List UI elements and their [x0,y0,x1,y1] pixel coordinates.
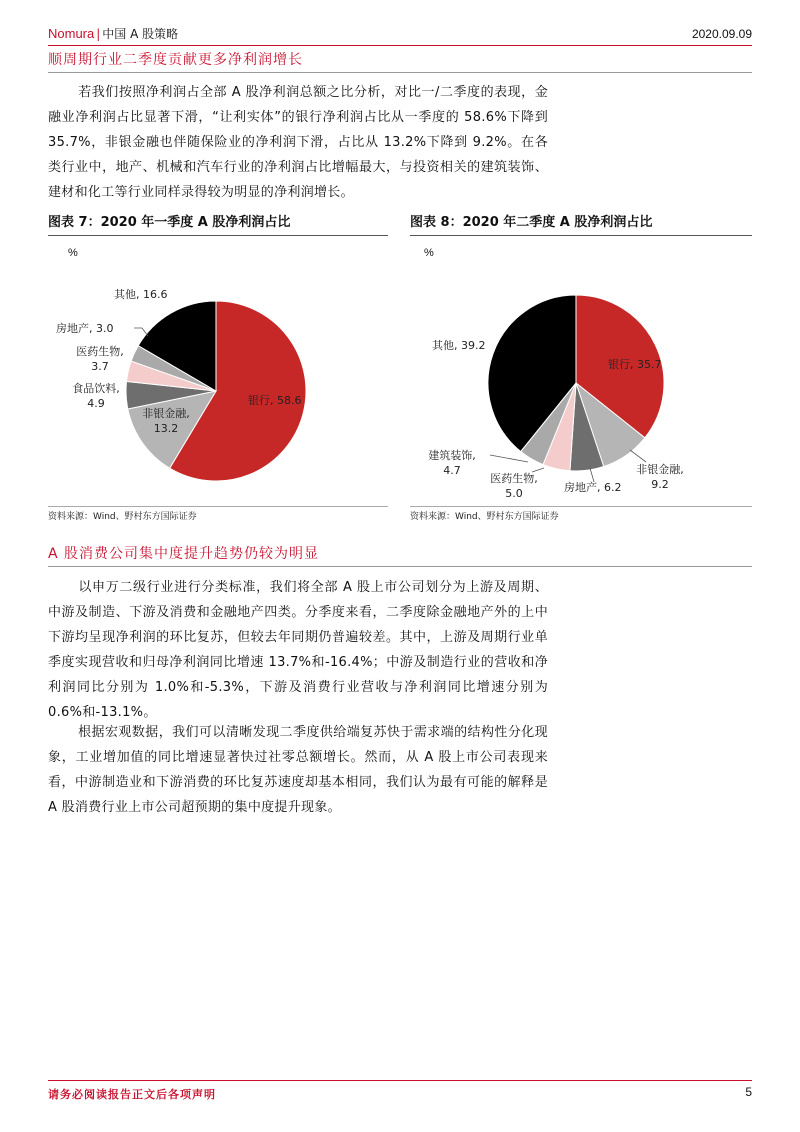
slice-value-2: 4.9 [87,397,105,410]
slice-label-0: 银行, 58.6 [248,394,302,407]
slice-label-1: 非银金融, [636,463,684,476]
slice-label-2: 食品饮料, [72,382,120,395]
paragraph-1-text: 若我们按照净利润占全部 A 股净利润总额之比分析，对比一/二季度的表现，金融业净利润占比显著下滑，“让利实体”的银行净利润占比从一季度的 58.6%下降到 35.7%，非银金融也伴随保险业的净利润下滑，占比从 13.2%下降到 9.2%。在各类行业中，地产、机械和汽车行业的净利润占比增幅最大，与投资相关的建筑装饰、建材和化工等行业同样录得较为明显的净利润增长。 [48,85,548,200]
slice-value-1: 13.2 [153,422,179,435]
figure8-unit: % [424,247,434,259]
paragraph-3-text: 根据宏观数据，我们可以清晰发现二季度供给端复苏快于需求端的结构性分化现象，工业增加值的同比增速显著快过社零总额增长。然而，从 A 股上市公司表现来看，中游制造业和下游消费的环比复苏速度却基本相同，我们认为最有可能的解释是 A 股消费行业上市公司超预期的集中度提升现象。 [48,725,548,815]
figure8-source: 资料来源：Wind、野村东方国际证券 [410,512,559,522]
leader-line-1 [630,450,646,462]
figure8-bottom-rule [410,506,752,507]
slice-value-4: 4.7 [443,464,461,477]
header-divider [48,45,752,46]
slice-value-1: 9.2 [651,478,669,491]
figure7-bottom-rule [48,506,388,507]
slice-label-5: 其他, 39.2 [432,339,486,352]
figure8-title: 图表 8：2020 年二季度 A 股净利润占比 [410,215,653,230]
report-date: 2020.09.09 [691,27,752,41]
nomura-logo: Nomura [48,26,95,41]
figure8-top-rule [410,235,752,236]
brand-separator: | [96,27,101,41]
paragraph-2-text: 以申万二级行业进行分类标准，我们将全部 A 股上市公司划分为上游及周期、中游及制造、下游及消费和金融地产四类。分季度来看，二季度除金融地产外的上中下游均呈现净利润的环比复苏，但较去年同期仍普遍较差。其中，上游及周期行业单季度实现营收和归母净利润同比增速 13.7%和-16.4%；中游及制造行业的营收和净利润同比分别为 1.0%和-5.3%，下游及消费行业营收与净利润同比增速分别为 0.6%和-13.1%。 [48,580,548,720]
leader-line-4 [490,455,528,462]
figure7-source: 资料来源：Wind、野村东方国际证券 [48,512,197,522]
footer-disclaimer: 请务必阅读报告正文后各项声明 [48,1088,216,1101]
section-divider-1 [48,72,752,73]
footer-divider [48,1080,752,1081]
slice-value-3: 3.7 [91,360,109,373]
section-title-1: 顺周期行业二季度贡献更多净利润增长 [48,52,303,68]
leader-line-2 [590,468,594,482]
section-title-2: A 股消费公司集中度提升趋势仍较为明显 [48,546,320,562]
page-header [48,26,752,44]
paragraph-3 [48,720,548,820]
figure7-unit: % [68,247,78,259]
section-divider-2 [48,566,752,567]
brand [48,26,178,42]
slice-label-4: 房地产, 3.0 [56,322,114,335]
slice-label-3: 医药生物, [76,345,124,358]
slice-label-3: 医药生物, [490,472,538,485]
slice-label-2: 房地产, 6.2 [564,481,622,494]
slice-label-0: 银行, 35.7 [608,358,662,371]
slice-label-4: 建筑装饰, [428,449,476,462]
figure7-pie-chart [48,262,388,502]
slice-label-5: 其他, 16.6 [114,288,168,301]
slice-value-3: 5.0 [505,487,523,500]
report-name: 中国 A 股策略 [102,27,179,41]
paragraph-1 [48,80,548,205]
figure7-top-rule [48,235,388,236]
page-number: 5 [745,1085,752,1099]
paragraph-2 [48,575,548,725]
figure7-title: 图表 7：2020 年一季度 A 股净利润占比 [48,215,291,230]
slice-label-1: 非银金融, [142,407,190,420]
figure8-pie-chart [410,262,752,502]
